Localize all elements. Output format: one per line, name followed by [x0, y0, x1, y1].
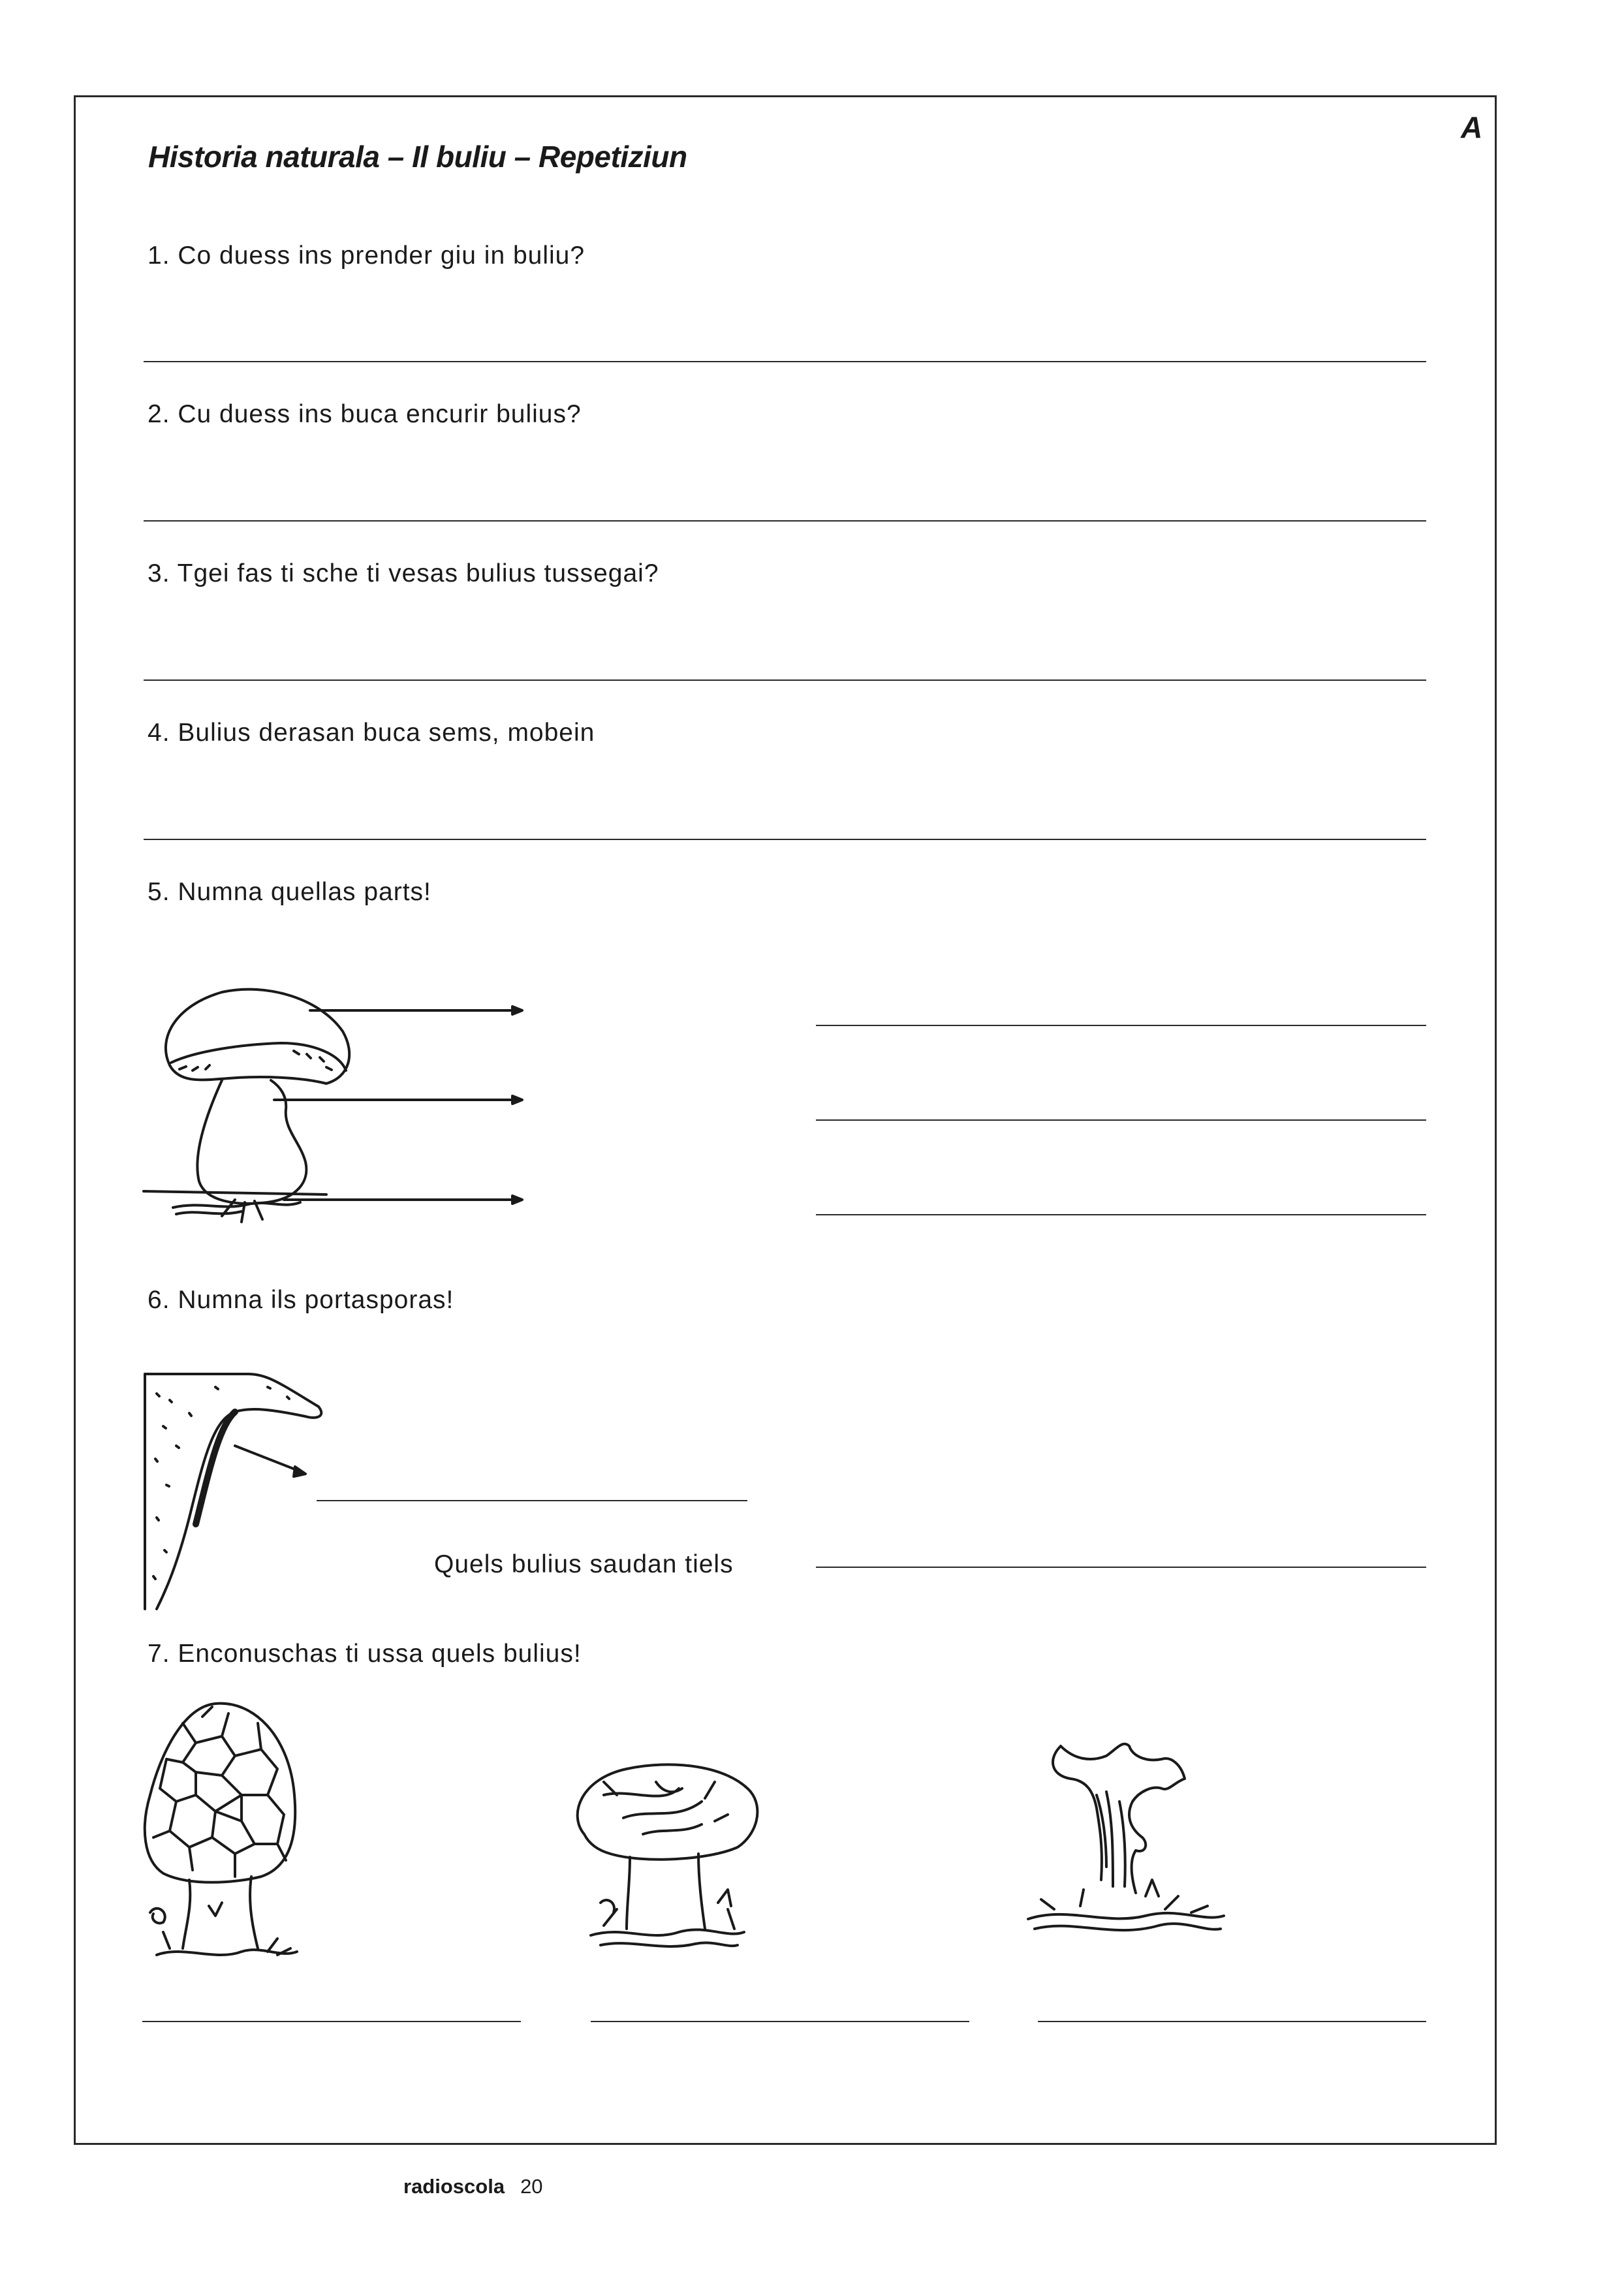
answer-line-3[interactable] — [144, 679, 1426, 681]
worksheet-title: Historia naturala – Il buliu – Repetiziun — [148, 140, 687, 174]
page-number: 20 — [520, 2175, 543, 2198]
cap-mushroom-icon — [565, 1756, 767, 1971]
footer-brand: radioscola — [403, 2175, 505, 2198]
morel-mushroom-icon — [137, 1697, 313, 1971]
question-7: 7. Enconuschas ti ussa quels bulius! — [148, 1640, 582, 1668]
boletus-parts-diagram — [131, 966, 548, 1240]
chanterelle-mushroom-icon — [1015, 1730, 1237, 1971]
mushroom-name-line-1[interactable] — [142, 2021, 521, 2022]
mushroom-group-answer-line[interactable] — [816, 1567, 1426, 1568]
question-4: 4. Bulius derasan buca sems, mobein — [148, 719, 595, 747]
answer-line-2[interactable] — [144, 520, 1426, 522]
mushroom-name-line-3[interactable] — [1038, 2021, 1426, 2022]
part-answer-line-3[interactable] — [816, 1214, 1426, 1215]
question-5: 5. Numna quellas parts! — [148, 878, 431, 906]
question-1: 1. Co duess ins prender giu in buliu? — [148, 242, 586, 270]
sheet-letter: A — [1461, 110, 1483, 144]
mushroom-name-line-2[interactable] — [591, 2021, 969, 2022]
answer-line-1[interactable] — [144, 361, 1426, 362]
part-answer-line-2[interactable] — [816, 1119, 1426, 1121]
answer-line-4[interactable] — [144, 839, 1426, 840]
question-6: 6. Numna ils portasporas! — [148, 1286, 454, 1314]
question-3: 3. Tgei fas ti sche ti vesas bulius tussegai? — [148, 559, 659, 587]
page-footer — [403, 2175, 543, 2198]
question-6-prompt: Quels bulius saudan tiels — [434, 1550, 734, 1578]
question-2: 2. Cu duess ins buca encurir bulius? — [148, 400, 582, 428]
mushroom-cap-cross-section — [137, 1367, 326, 1616]
sporebearer-answer-line[interactable] — [317, 1500, 747, 1501]
part-answer-line-1[interactable] — [816, 1025, 1426, 1026]
